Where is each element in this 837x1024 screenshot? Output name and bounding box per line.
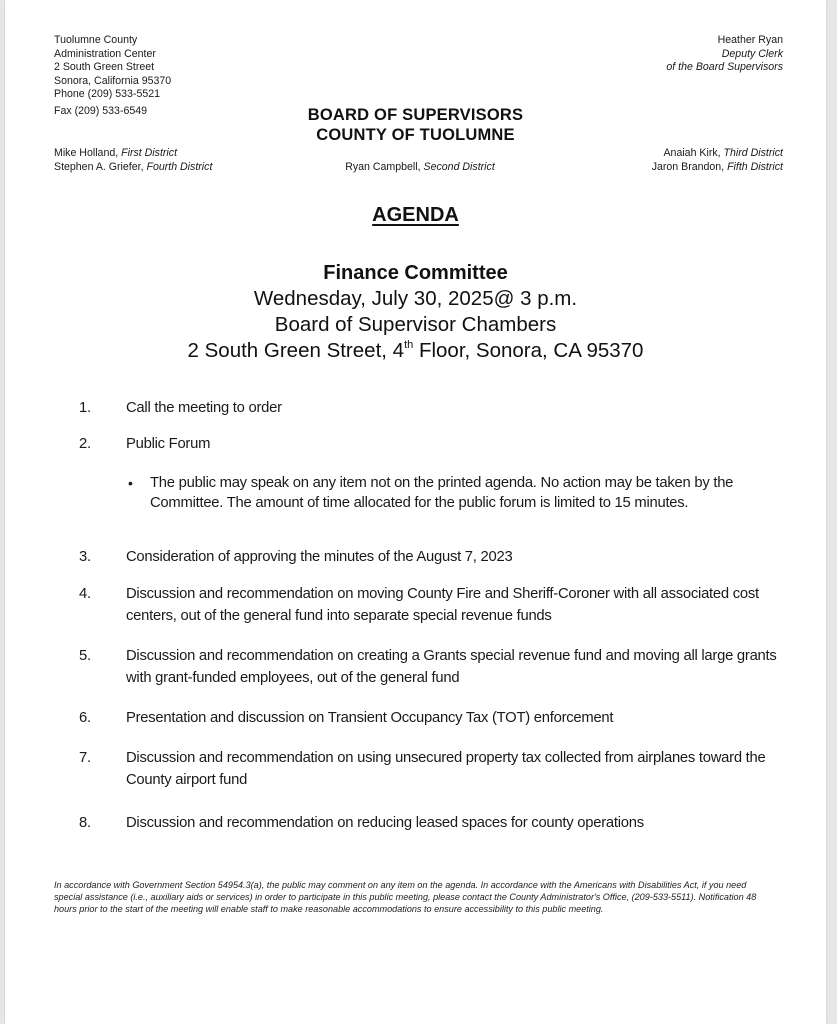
phone-number: Phone (209) 533-5521	[54, 88, 161, 101]
address-text: Floor, Sonora, CA 95370	[413, 339, 644, 362]
address-text: 2 South Green Street, 4	[187, 339, 405, 362]
item-text: Discussion and recommendation on creating a Grants special revenue fund and moving all large grants with grant-funded employees, out of the general fund	[126, 648, 777, 686]
address-line: Administration Center	[54, 47, 156, 60]
bullet-icon: •	[128, 475, 133, 491]
item-number: 1.	[79, 400, 91, 416]
supervisor-name: Stephen A. Griefer,	[54, 160, 147, 173]
board-title-line-1: BOARD OF SUPERVISORS	[307, 106, 524, 124]
address-line: Tuolumne County	[54, 34, 138, 46]
address-line: 2 South Green Street	[54, 61, 155, 74]
supervisors-left	[54, 147, 212, 174]
item-number: 6.	[79, 710, 91, 726]
supervisor-fourth-district	[54, 161, 212, 175]
address-line: Sonora, California 95370	[54, 74, 172, 87]
supervisor-district: Second District	[423, 161, 495, 173]
supervisor-district: Third District	[723, 147, 783, 159]
public-forum-note-text: The public may speak on any item not on the printed agenda. No action may be taken by the Committee. The amount of time allocated for the public forum is limited to 15 minutes.	[150, 475, 734, 511]
supervisor-name: Jaron Brandon,	[651, 160, 728, 173]
committee-name: Finance Committee	[323, 262, 508, 284]
item-text: Consideration of approving the minutes of the August 7, 2023	[126, 549, 513, 565]
item-text: Call the meeting to order	[126, 400, 282, 416]
supervisor-district: Fifth District	[727, 160, 783, 173]
supervisors-right	[525, 147, 783, 174]
item-number: 5.	[79, 648, 91, 664]
meeting-info	[5, 260, 826, 364]
item-number: 8.	[79, 815, 91, 831]
supervisor-name: Mike Holland,	[54, 147, 122, 159]
item-text: Discussion and recommendation on reducing leased spaces for county operations	[126, 815, 644, 831]
item-text: Discussion and recommendation on moving County Fire and Sheriff-Coroner with all associated cost centers, out of the general fund into separate special revenue funds	[126, 586, 759, 624]
supervisor-district: Fourth District	[146, 160, 213, 173]
supervisor-district: First District	[121, 147, 178, 159]
board-title	[5, 105, 826, 145]
agenda-document-page	[5, 0, 826, 1024]
fax-number: Fax (209) 533-6549	[54, 104, 148, 117]
supervisor-third-district	[525, 147, 783, 161]
clerk-subtitle: of the Board Supervisors	[666, 61, 783, 74]
item-number: 4.	[79, 586, 91, 602]
meeting-address	[5, 338, 826, 364]
clerk-block	[565, 34, 783, 75]
meeting-location: Board of Supervisor Chambers	[274, 313, 557, 336]
ordinal-suffix: th	[404, 339, 414, 351]
supervisor-name: Anaiah Kirk,	[663, 147, 724, 159]
ada-accessibility-notice: In accordance with Government Section 54954.3(a), the public may comment on any item on the agenda. In accordance with the Americans with Disabilities Act, if you need special assistance (i.e., auxiliary aids or services) in order to participate in this public meeting, please contact the County Administrator's Office, (209-533-5511). Notification 48 hours prior to the start of the meeting will enable staff to make reasonable accommodations to ensure accessibility to this public meeting.	[54, 880, 757, 914]
item-number: 2.	[79, 436, 91, 452]
clerk-name: Heather Ryan	[717, 34, 783, 46]
supervisor-first-district	[54, 147, 212, 161]
supervisor-name: Ryan Campbell,	[345, 161, 424, 173]
item-number: 7.	[79, 750, 91, 766]
clerk-title: Deputy Clerk	[721, 47, 783, 60]
item-text: Discussion and recommendation on using unsecured property tax collected from airplanes toward the County airport fund	[126, 750, 766, 788]
supervisor-fifth-district	[525, 161, 783, 175]
item-text: Public Forum	[126, 436, 211, 452]
item-text: Presentation and discussion on Transient Occupancy Tax (TOT) enforcement	[126, 710, 614, 726]
item-number: 3.	[79, 549, 91, 565]
board-title-line-2: COUNTY OF TUOLUMNE	[316, 126, 515, 144]
agenda-heading: AGENDA	[372, 204, 459, 226]
meeting-datetime: Wednesday, July 30, 2025@ 3 p.m.	[253, 287, 578, 310]
